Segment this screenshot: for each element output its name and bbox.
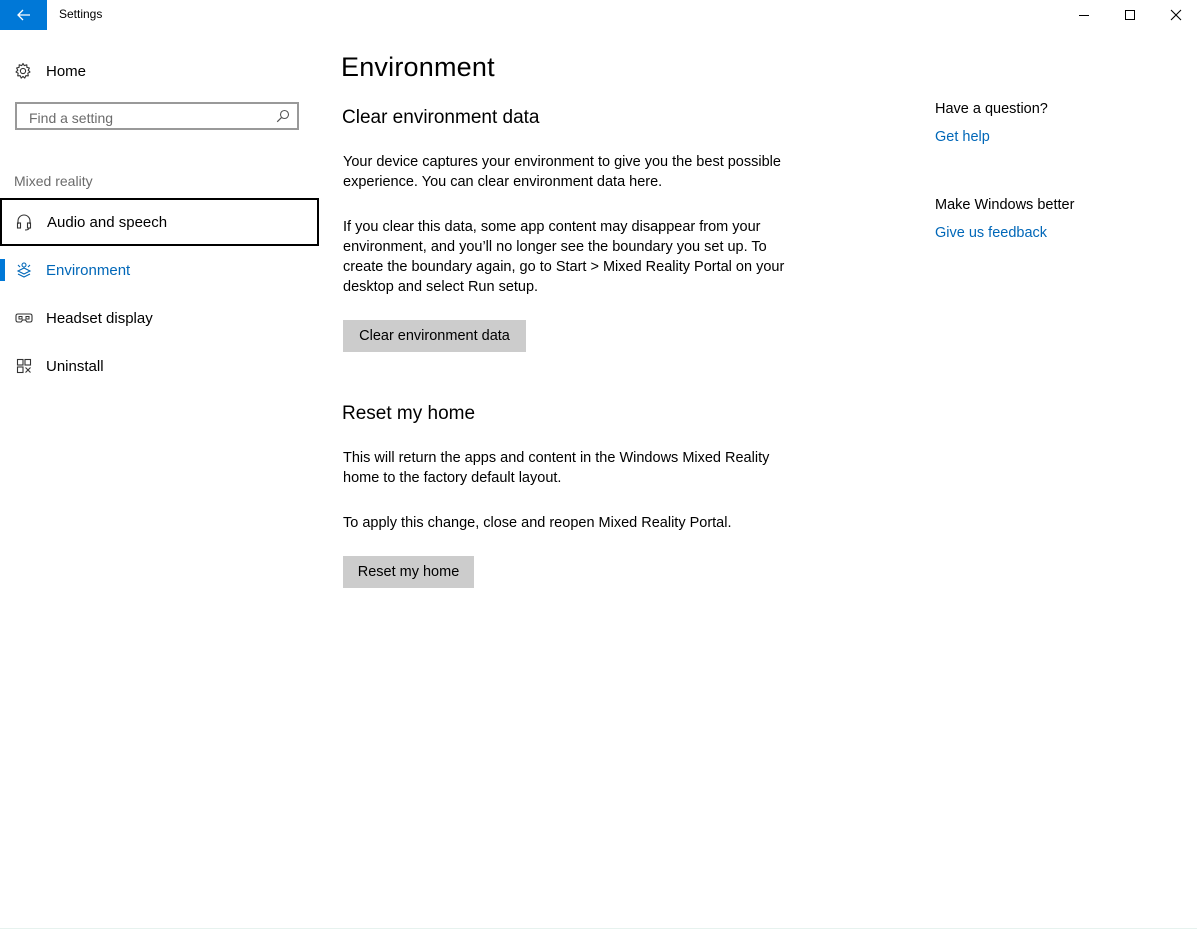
clear-paragraph-1: Your device captures your environment to give you the best possible experience. You can clear environment data here. [343,154,781,190]
minimize-button[interactable] [1061,0,1107,30]
search-box[interactable] [15,102,299,130]
maximize-icon [1124,9,1136,21]
search-input[interactable] [27,107,271,129]
make-windows-better-label: Make Windows better [935,197,1075,213]
headset-display-icon [15,309,33,327]
sidebar-item-uninstall[interactable] [0,342,319,390]
maximize-button[interactable] [1107,0,1153,30]
headset-icon [15,213,33,231]
sidebar-item-environment[interactable] [0,246,319,294]
environment-icon [15,261,33,279]
back-arrow-icon [17,9,31,21]
back-button[interactable] [0,0,47,30]
minimize-icon [1078,9,1090,21]
clear-environment-data-button[interactable]: Clear environment data [343,320,526,352]
title-bar [0,0,1197,30]
section-label: Mixed reality [14,173,93,189]
sidebar-item-label: Environment [46,261,131,279]
search-icon[interactable] [276,109,290,123]
uninstall-icon [15,357,33,375]
sidebar-item-label: Audio and speech [47,213,168,231]
app-title: Settings [59,7,103,21]
clear-section-title: Clear environment data [342,107,540,128]
give-us-feedback-link[interactable]: Give us feedback [935,225,1048,241]
clear-paragraph-2: If you clear this data, some app content may disappear from your environment, and you’ll no longer see the boundary you set up. To create the boundary again, go to Start > Mixed Reality Portal on your desktop and select Run setup. [343,219,785,295]
reset-my-home-button[interactable]: Reset my home [343,556,474,588]
reset-paragraph-2: To apply this change, close and reopen Mixed Reality Portal. [343,515,732,531]
sidebar-item-headset-display[interactable] [0,294,319,342]
get-help-link[interactable]: Get help [935,129,990,145]
sidebar-item-label: Headset display [46,309,153,327]
have-a-question-label: Have a question? [935,101,1048,117]
gear-icon [14,62,32,80]
close-button[interactable] [1153,0,1197,30]
sidebar-home[interactable] [14,59,314,83]
close-icon [1170,9,1182,21]
reset-paragraph-1: This will return the apps and content in the Windows Mixed Reality home to the factory default layout. [343,450,770,486]
sidebar-item-label: Uninstall [46,357,104,375]
page-title: Environment [341,52,495,82]
bottom-divider [0,928,1197,929]
reset-section-title: Reset my home [342,403,476,424]
sidebar-item-audio-and-speech[interactable] [0,198,319,246]
home-label: Home [46,62,87,80]
selection-indicator [0,259,5,281]
